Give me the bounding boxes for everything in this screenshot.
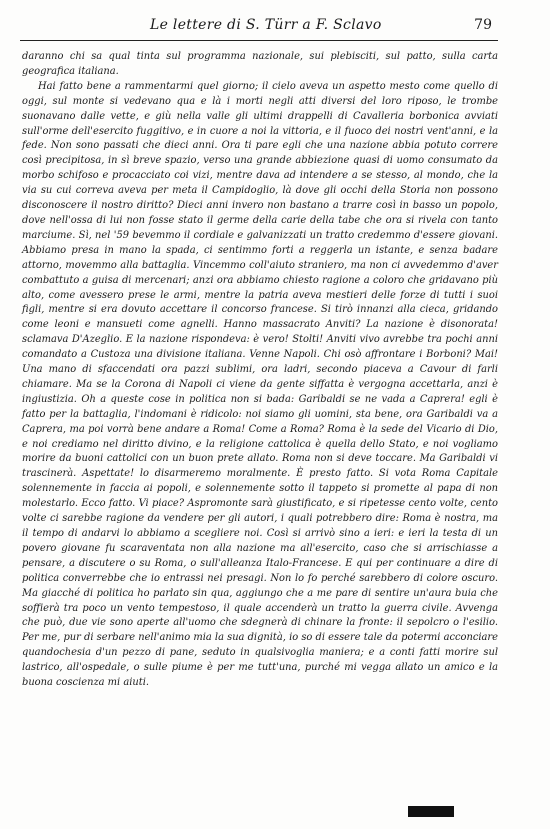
running-title: Le lettere di S. Türr a F. Sclavo	[150, 17, 382, 33]
letter-body	[22, 50, 498, 691]
page-number: 79	[474, 17, 492, 33]
paragraph-continuation: daranno chi sa qual tinta sul programma nazionale, sui plebisciti, sul patto, sulla carta geografica italiana.	[22, 51, 498, 77]
redaction-mark	[408, 806, 454, 817]
page-header	[20, 14, 498, 41]
paragraph-main: Hai fatto bene a rammentarmi quel giorno; il cielo aveva un aspetto mesto come quello di oggi, sul monte si vedevano qua e là i morti negli atti diversi del loro riposo, le trombe suonavano dalle vette, e giù nella valle gli ultimi drappelli di Cavalleria borbonica avviati sull'orme dell'esercito fuggitivo, e in cuore a noi la vittoria, e il fuoco dei nostri vent'anni, e la fede. Non sono passati che dieci anni. Ora ti pare egli che una nazione abbia potuto correre così precipitosa, in sì breve spazio, verso una grande abbiezione quasi di uomo consumato da morbo schifoso e procacciato coi vizi, mentre dava ad intendere a se stesso, al mondo, che la via su cui correva aveva per meta il Campidoglio, là dove gli occhi della Storia non possono disconoscere il nostro diritto? Dieci anni invero non bastano a trarre così in basso un popolo, dove nell'ossa di lui non fosse stato il germe della carie della tabe che ora si rivela con tanto marciume. Sì, nel '59 bevemmo il cordiale e galvanizzati un tratto credemmo d'essere giovani. Abbiamo presa in mano la spada, ci sentimmo forti a reggerla un istante, e senza badare attorno, movemmo alla battaglia. Vincemmo coll'aiuto straniero, ma non ci avvedemmo d'aver combattuto a guisa di mercenari; anzi ora abbiamo chiesto ragione a coloro che gridavano più alto, come avessero prese le armi, mentre la patria aveva mestieri delle forze di tutti i suoi figli, mentre si era dovuto accettare il concorso francese. Si tirò innanzi alla cieca, gridando come leoni e mansueti come agnelli. Hanno massacrato Anviti? La nazione è disonorata! sclamava D'Azeglio. E la nazione rispondeva: è vero! Stolti! Anviti vivo avrebbe tra pochi anni comandato a Custoza una divisione italiana. Venne Napoli. Chi osò affrontare i Borboni? Mai! Una mano di sfaccendati ora pazzi sublimi, ora ladri, secondo piaceva a Cavour di farli chiamare. Ma se la Corona di Napoli ci viene da gente siffatta è vergogna accettarla, anzi è ingiustizia. Oh a queste cose in politica non si bada: Garibaldi se ne vada a Caprera! egli è fatto per la battaglia, l'indomani è ridicolo: noi siamo gli uomini, sta bene, ora Garibaldi va a Caprera, ma poi vorrà bene andare a Roma! Come a Roma? Roma è la sede del Vicario di Dio, e noi crediamo nel diritto divino, e la religione cattolica è quella dello Stato, e noi vogliamo morire da buoni cattolici con un buon prete allato. Roma non si deve toccare. Ma Garibaldi vi trascinerà. Aspettate! lo disarmeremo moralmente. È presto fatto. Si vota Roma Capitale solennemente in faccia ai popoli, e solennemente sotto il tappeto si promette al papa di non molestarlo. Ecco fatto. Vi piace? Aspromonte sarà giustificato, e si ripetesse cento volte, cento volte ci sarebbe ragione da vendere per gli autori, i quali potrebbero dire: Roma è nostra, ma il tempo di andarvi lo abbiamo a scegliere noi. Così si arrivò sino a ieri: e ieri la testa di un povero giovane fu scaraventata non alla nazione ma all'esercito, caso che si arrischiasse a pensare, a discutere o su Roma, o sull'alleanza Italo-Francese. E qui per continuare a dire di politica converrebbe che io entrassi nei presagi. Non lo fo perché sarebbero di colore oscuro. Ma giacché di politica ho parlato sin qua, aggiungo che a me pare di sentire un'aura buia che soffierà tra poco un vento tempestoso, il quale accenderà un tratto la guerra civile. Avvenga che può, due vie sono aperte all'uomo che sdegnerà di chinare la fronte: il sepolcro o l'esilio. Per me, pur di serbare nell'animo mia la sua dignità, io so di essere tale da potermi acconciare quandochesia d'un pezzo di pane, seduto in qualsivoglia maniera; e a conti fatti morire sul lastrico, all'ospedale, o sulle piume è per me tutt'una, purché mi vegga allato un amico e la buona coscienza mi aiuti.	[22, 80, 498, 689]
